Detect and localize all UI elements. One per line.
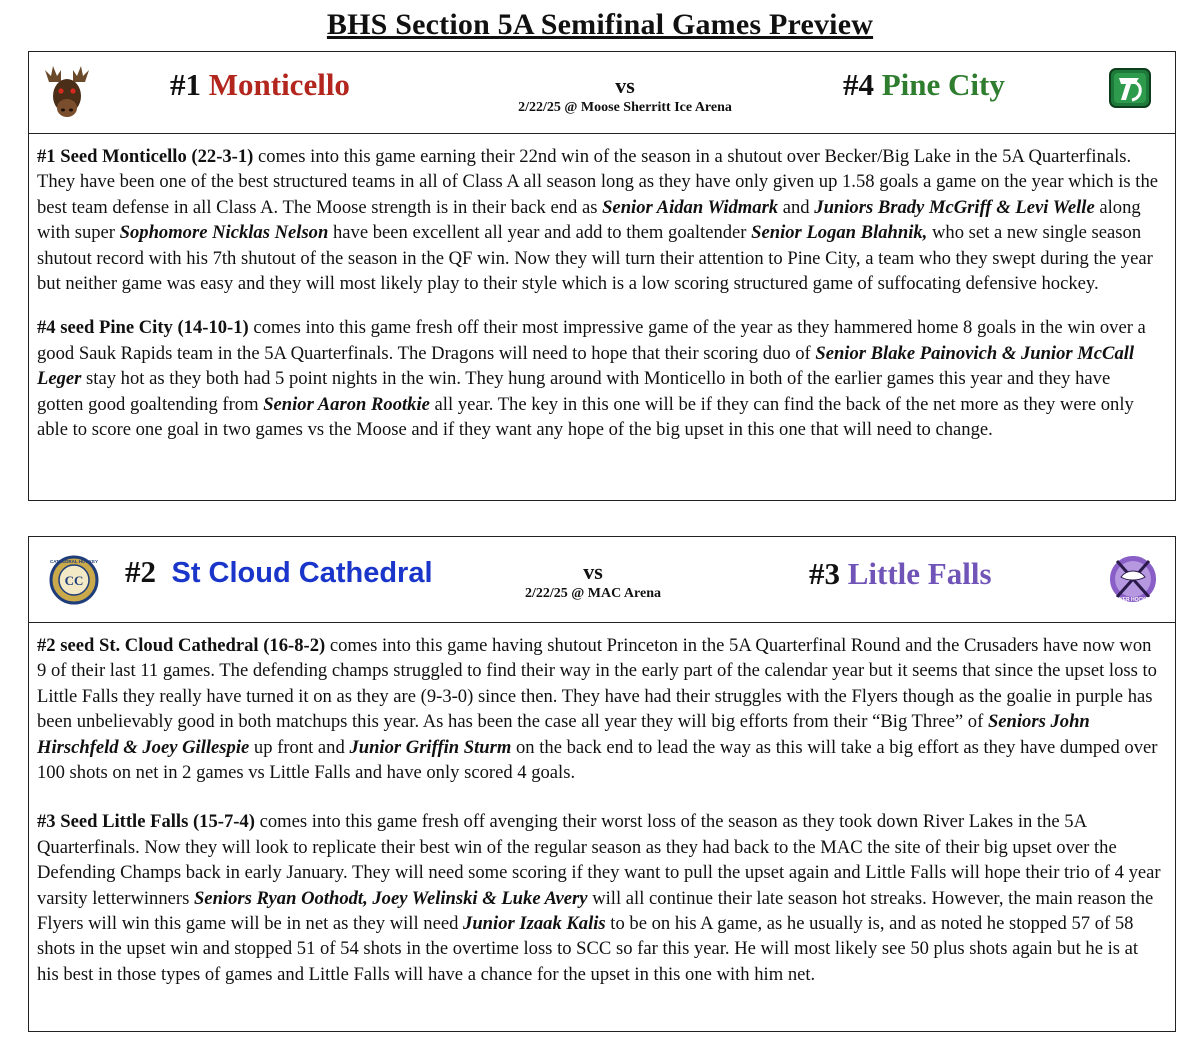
- player-name: Junior Izaak Kalis: [463, 913, 606, 935]
- flyers-hockey-logo-icon: [1107, 551, 1159, 612]
- page-title: BHS Section 5A Semifinal Games Preview: [326, 8, 874, 41]
- game1-header: [29, 52, 1175, 134]
- game1-monticello-paragraph: [37, 144, 1161, 296]
- paragraph-text: along with super: [37, 196, 1141, 244]
- game2-away-team: [809, 556, 992, 592]
- team-seed-record: #3 Seed Little Falls (15-7-4): [37, 811, 255, 833]
- paragraph-text: comes into this game fresh off avenging their worst loss of the season as they took down River Lakes in the 5A Quarterfinals. Now they will look to replicate their best win of the regular season as they had back to the MAC the site of their big upset over the Defending Champs back in early January. They will need some scoring if they want to pull the upset again and Little Falls will hope their trio of 4 year varsity letterwinners: [37, 811, 1161, 909]
- paragraph-text: and: [778, 196, 815, 218]
- game2-away-seed: #3: [809, 556, 840, 591]
- game2-preview-box: [28, 536, 1176, 1032]
- game2-home-team: [125, 554, 433, 590]
- game1-preview-box: [28, 51, 1176, 501]
- game2-home-team-name: St Cloud Cathedral: [171, 557, 433, 589]
- cathedral-logo-text: CATHEDRAL HOCKEY: [49, 559, 99, 564]
- game1-home-seed: #1: [170, 67, 201, 102]
- paragraph-text: stay hot as they both had 5 point nights in the win. They hung around with Monticello in both of the earlier games this year and they have gotten good goaltending from: [37, 368, 1111, 415]
- paragraph-text: comes into this game having shutout Princeton in the 5A Quarterfinal Round and the Crusaders have now won 9 of their last 11 games. The defending champs struggled to find their way in the early part of the calendar year but it seems that since the upset loss to Little Falls they really have turned it on as they are (9-3-0) since then. They have had their struggles with the Flyers though as the goalie in purple has been unbelievably good in both matchups this year. As has been the case all year they will big efforts from their “Big Three” of: [37, 635, 1157, 733]
- player-name: Senior Aidan Widmark: [602, 196, 779, 218]
- game1-away-team: [843, 67, 1005, 103]
- game1-date-venue: 2/22/25 @ Moose Sherritt Ice Arena: [518, 100, 732, 115]
- game1-home-team: [170, 67, 350, 103]
- cathedral-hockey-logo-icon: [49, 555, 99, 610]
- game1-away-seed: #4: [843, 67, 874, 102]
- game1-pine-city-paragraph: [37, 315, 1161, 442]
- player-name: Seniors John Hirschfeld & Joey Gillespie: [37, 711, 1090, 758]
- player-name: Senior Logan Blahnik,: [751, 222, 928, 244]
- paragraph-text: comes into this game fresh off their most impressive game of the year as they hammered home 8 goals in the win over a good Sauk Rapids team in the 5A Quarterfinals. The Dragons will need to hope that their scoring duo of: [37, 317, 1146, 364]
- svg-text:CC: CC: [64, 573, 84, 588]
- game1-away-team-name: Pine City: [881, 67, 1005, 102]
- paragraph-text: comes into this game earning their 22nd win of the season in a shutout over Becker/Big Lake in the 5A Quarterfinals. They have been one of the best structured teams in all of Class A all season long as they have only given up 1.58 goals a game on the year which is the best team defense in all Class A. The Moose strength is in their back end as: [37, 146, 1159, 218]
- player-name: Senior Aaron Rootkie: [263, 393, 430, 415]
- player-name: Junior Griffin Sturm: [349, 736, 512, 758]
- team-seed-record: #1 Seed Monticello (22-3-1): [37, 146, 254, 167]
- game1-vs: vs: [615, 73, 635, 98]
- player-name: Juniors Brady McGriff & Levi Welle: [814, 196, 1095, 218]
- paragraph-text: will all continue their late season hot streaks. However, the main reason the Flyers will win this game will be in net as they will need: [37, 887, 1154, 935]
- paragraph-text: up front and: [249, 736, 350, 758]
- paragraph-text: who set a new single season shutout record with his 7th shutout of the season in the QF win. Now they will turn their attention to Pine City, a team who they swept during the year but neither game was easy and they will most likely play to their style which is a low scoring structured game of suffocating defensive hockey.: [37, 222, 1153, 295]
- player-name: Seniors Ryan Oothodt, Joey Welinski & Luke Avery: [193, 887, 588, 909]
- flyers-logo-text: FLYER HOCKEY: [1113, 597, 1153, 603]
- game2-vs: vs: [583, 559, 603, 584]
- game2-body: [29, 623, 1175, 987]
- game2-header: [29, 537, 1175, 623]
- game1-home-team-name: Monticello: [208, 67, 350, 102]
- moose-logo-icon: [43, 64, 91, 127]
- team-seed-record: #2 seed St. Cloud Cathedral (16-8-2): [37, 635, 326, 656]
- game1-body: [29, 134, 1175, 442]
- player-name: Senior Blake Painovich & Junior McCall Leger: [37, 342, 1135, 390]
- paragraph-text: have been excellent all year and add to them goaltender: [328, 222, 752, 244]
- game2-date-venue: 2/22/25 @ MAC Arena: [524, 586, 662, 601]
- paragraph-text: all year. The key in this one will be if they can find the back of the net more as they were only able to score one goal in two games vs the Moose and if they want any hope of the big upset in this one that will need to change.: [37, 393, 1134, 441]
- paragraph-text: on the back end to lead the way as this will take a big effort as they have dumped over 100 shots on net in 2 games vs Little Falls and have only scored 4 goals.: [37, 736, 1158, 784]
- game2-little-falls-paragraph: [37, 809, 1161, 987]
- paragraph-text: to be on his A game, as he usually is, and as noted he stopped 57 of 58 shots in the upset win and stopped 51 of 54 shots in the overtime loss to SCC so far this year. He will most likely see 50 plus shots again but he is at his best in those types of games and Little Falls will have a chance for the upset in this one with him net.: [37, 913, 1139, 985]
- team-seed-record: #4 seed Pine City (14-10-1): [37, 317, 249, 339]
- game2-cathedral-paragraph: [37, 633, 1161, 785]
- game2-home-seed: #2: [125, 554, 156, 589]
- player-name: Sophomore Nicklas Nelson: [119, 222, 329, 244]
- game2-away-team-name: Little Falls: [847, 556, 992, 591]
- dragon-logo-icon: [1109, 68, 1151, 113]
